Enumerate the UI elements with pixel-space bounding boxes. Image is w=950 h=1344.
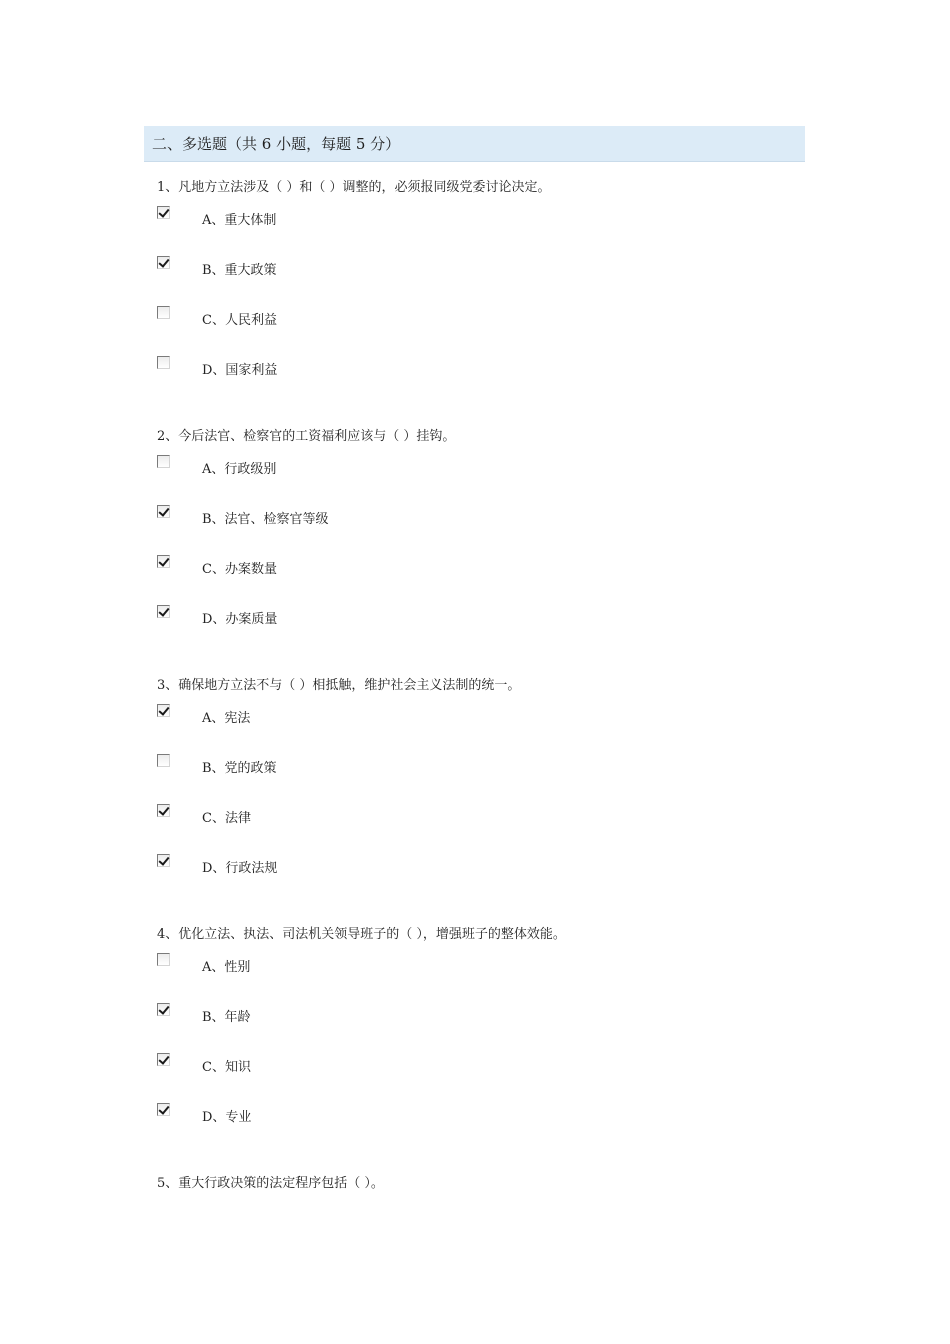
option-3c[interactable] [157,804,797,854]
checkbox-4b[interactable] [157,1003,170,1016]
checkbox-1d[interactable] [157,356,170,369]
checkbox-2c[interactable] [157,555,170,568]
option-4c[interactable] [157,1053,797,1103]
option-4a[interactable] [157,953,797,1003]
option-label: D、专业 [202,1110,252,1125]
section-header [144,126,805,162]
checkbox-4a[interactable] [157,953,170,966]
option-label: D、国家利益 [202,363,278,378]
option-1a[interactable] [157,206,797,256]
checkbox-1a[interactable] [157,206,170,219]
option-3a[interactable] [157,704,797,754]
option-label: C、人民利益 [202,313,277,328]
checkbox-2d[interactable] [157,605,170,618]
checkbox-4d[interactable] [157,1103,170,1116]
option-label: A、性别 [202,960,251,975]
checkbox-1b[interactable] [157,256,170,269]
option-label: A、宪法 [202,711,251,726]
checkbox-3c[interactable] [157,804,170,817]
option-1c[interactable] [157,306,797,356]
question-text: 5、重大行政决策的法定程序包括（ ）。 [157,1176,384,1191]
option-3b[interactable] [157,754,797,804]
option-label: A、重大体制 [202,213,277,228]
option-2d[interactable] [157,605,797,655]
option-label: C、办案数量 [202,562,277,577]
option-label: B、重大政策 [202,263,277,278]
question-5 [157,1175,797,1193]
option-label: A、行政级别 [202,462,277,477]
option-label: B、法官、检察官等级 [202,512,329,527]
checkbox-3b[interactable] [157,754,170,767]
question-text: 3、确保地方立法不与（ ）相抵触，维护社会主义法制的统一。 [157,678,521,693]
option-label: D、行政法规 [202,861,278,876]
checkbox-4c[interactable] [157,1053,170,1066]
option-label: B、年龄 [202,1010,251,1025]
option-1d[interactable] [157,356,797,406]
question-3 [157,677,797,904]
option-2c[interactable] [157,555,797,605]
option-label: C、知识 [202,1060,251,1075]
question-2 [157,428,797,655]
checkbox-1c[interactable] [157,306,170,319]
option-2a[interactable] [157,455,797,505]
section-title: 二、多选题（共 6 小题，每题 5 分） [152,135,401,153]
checkbox-2b[interactable] [157,505,170,518]
checkbox-2a[interactable] [157,455,170,468]
option-label: C、法律 [202,811,251,826]
option-3d[interactable] [157,854,797,904]
question-4 [157,926,797,1153]
option-4d[interactable] [157,1103,797,1153]
question-text: 1、凡地方立法涉及（ ）和（ ）调整的，必须报同级党委讨论决定。 [157,180,551,195]
option-1b[interactable] [157,256,797,306]
question-text: 4、优化立法、执法、司法机关领导班子的（ ），增强班子的整体效能。 [157,927,566,942]
question-1 [157,179,797,406]
option-2b[interactable] [157,505,797,555]
option-label: D、办案质量 [202,612,278,627]
question-text: 2、今后法官、检察官的工资福利应该与（ ）挂钩。 [157,429,456,444]
checkbox-3d[interactable] [157,854,170,867]
option-4b[interactable] [157,1003,797,1053]
checkbox-3a[interactable] [157,704,170,717]
option-label: B、党的政策 [202,761,277,776]
